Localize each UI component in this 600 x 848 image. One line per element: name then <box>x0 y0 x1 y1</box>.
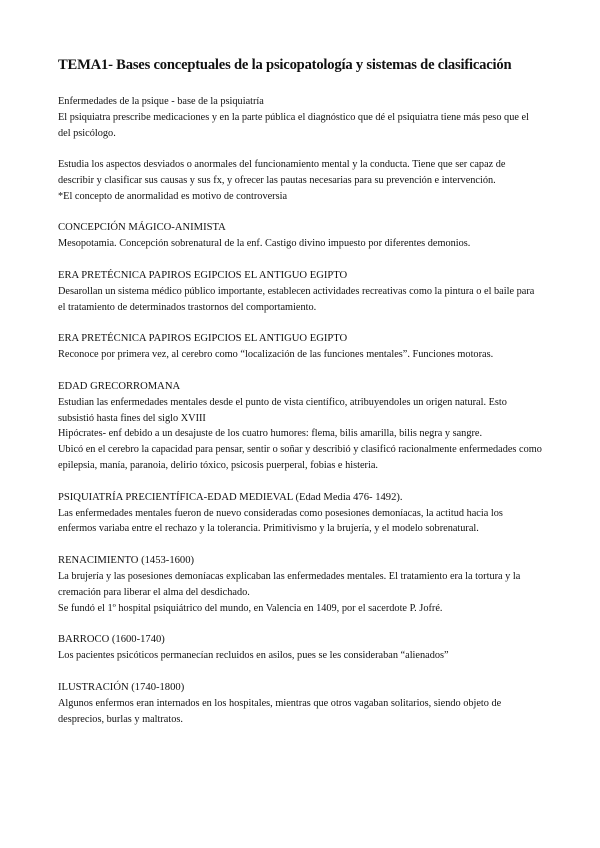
section-text: Algunos enfermos eran internados en los hospitales, mientras que otros vagaban solitarios, siendo objeto de desprecios, burlas y maltratos. <box>58 697 502 725</box>
section-heading: RENACIMIENTO (1453-1600) <box>58 555 195 567</box>
section-grecorromana <box>58 379 542 474</box>
section-heading: ERA PRETÉCNICA PAPIROS EGIPCIOS EL ANTIGUO EGIPTO <box>58 333 348 345</box>
intro-line-1: Enfermedades de la psique - base de la psiquiatría <box>58 96 264 107</box>
section-heading: PSIQUIATRÍA PRECIENTÍFICA-EDAD MEDIEVAL (Edad Media 476- 1492). <box>58 491 403 503</box>
section-heading: CONCEPCIÓN MÁGICO-ANIMISTA <box>58 222 226 234</box>
section-text: Se fundó el 1º hospital psiquiátrico del mundo, en Valencia en 1409, por el sacerdote P. Jofré. <box>58 602 443 614</box>
section-text: Ubicó en el cerebro la capacidad para pensar, sentir o soñar y describió y clasificó racionalmente enfermedades como epilepsia, manía, paranoia, delirio tóxico, psicosis puerperal, fobias e histeria. <box>58 444 542 471</box>
section-heading: EDAD GRECORROMANA <box>58 380 181 392</box>
section-text: Los pacientes psicóticos permanecían recluidos en asilos, pues se les consideraban “alienados” <box>58 650 449 662</box>
spacer <box>58 141 542 157</box>
section-text: Las enfermedades mentales fueron de nuevo consideradas como posesiones demoníacas, la actitud hacia los enfermos variaba entre el rechazo y la tolerancia. Primitivismo y la brujería, y el modelo sobrenatural. <box>58 507 503 535</box>
section-text: La brujería y las posesiones demoníacas explicaban las enfermedades mentales. El tratamiento era la tortura y la cremación para liberar el alma del desdichado. <box>58 570 521 598</box>
section-heading: ILUSTRACIÓN (1740-1800) <box>58 681 185 693</box>
intro2-line-2: *El concepto de anormalidad es motivo de controversia <box>58 190 288 202</box>
section-ilustracion <box>58 680 542 727</box>
section-text: Reconoce por primera vez, al cerebro como “localización de las funciones mentales”. Funciones motoras. <box>58 349 494 361</box>
spacer <box>58 205 542 221</box>
intro2-line-1: Estudia los aspectos desviados o anormales del funcionamiento mental y la conducta. Tiene que ser capaz de describir y clasificar sus causas y sus fx, y ofrecer las pautas necesarias para su prevención e intervención. <box>58 159 506 186</box>
section-renacimiento <box>58 553 542 616</box>
page-title: TEMA1- Bases conceptuales de la psicopatología y sistemas de clasificación <box>58 57 512 73</box>
section-heading: ERA PRETÉCNICA PAPIROS EGIPCIOS EL ANTIGUO EGIPTO <box>58 269 348 281</box>
section-text: Desarollan un sistema médico público importante, establecen actividades recreativas como la pintura o el baile para el tratamiento de determinados trastornos del comportamiento. <box>58 285 535 313</box>
section-barroco <box>58 632 542 664</box>
section-edad-medieval <box>58 490 542 537</box>
section-text: Hipócrates- enf debido a un desajuste de los cuatro humores: flema, bilis amarilla, bilis negra y sangre. <box>58 428 483 440</box>
section-text: Estudian las enfermedades mentales desde el punto de vista científico, atribuyendoles un origen natural. Esto subsistió hasta fines del siglo XVIII <box>58 396 507 424</box>
section-era-pretecnica-2 <box>58 331 542 363</box>
section-text: Mesopotamia. Concepción sobrenatural de la enf. Castigo divino impuesto por diferentes demonios. <box>58 238 471 250</box>
section-heading: BARROCO (1600-1740) <box>58 634 165 646</box>
section-magico-animista <box>58 220 542 252</box>
section-era-pretecnica-1 <box>58 268 542 315</box>
intro-line-2: El psiquiatra prescribe medicaciones y en la parte pública el diagnóstico que dé el psiquiatra tiene más peso que el del psicólogo. <box>58 111 529 139</box>
